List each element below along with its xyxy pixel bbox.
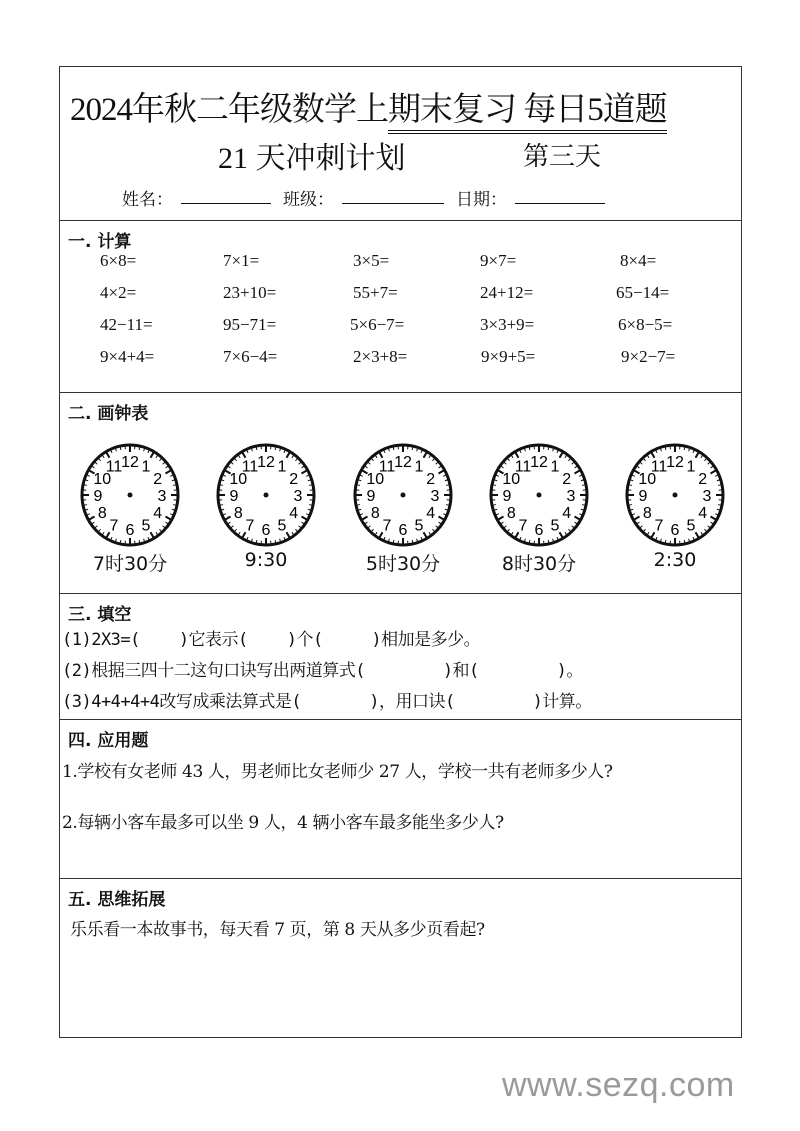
title-prefix: 2024年秋二年级数学上	[70, 92, 388, 128]
date-field[interactable]	[515, 185, 605, 204]
svg-text:8: 8	[642, 505, 652, 522]
calc-item: 9×7=	[480, 251, 517, 270]
calc-item: 7×1=	[223, 251, 260, 270]
clock-label: 2:30	[653, 549, 697, 571]
svg-text:7: 7	[654, 517, 664, 535]
svg-text:2: 2	[426, 471, 436, 488]
svg-text:10: 10	[638, 471, 657, 488]
svg-text:9: 9	[366, 488, 376, 505]
clock-label: 9:30	[244, 549, 288, 571]
section-application	[60, 719, 741, 878]
fill-item: (3)4+4+4+4改写成乘法算式是( )，用口诀( )计算。	[62, 692, 592, 712]
svg-text:3: 3	[293, 488, 303, 505]
clock-label: 5时30分	[365, 553, 441, 575]
svg-text:7: 7	[518, 517, 528, 535]
clock-item	[484, 443, 594, 576]
section-title: 三. 填空	[68, 605, 132, 625]
svg-text:10: 10	[229, 471, 248, 488]
svg-text:3: 3	[157, 488, 167, 505]
calc-item: 3×5=	[353, 251, 390, 270]
section-title: 二. 画钟表	[68, 404, 149, 424]
svg-text:4: 4	[153, 505, 163, 522]
svg-text:2: 2	[562, 471, 572, 488]
calc-item: 55+7=	[353, 283, 398, 302]
svg-text:1: 1	[141, 458, 151, 476]
clock-face-icon[interactable]	[623, 443, 727, 547]
plan-subtitle: 21 天冲刺计划	[218, 142, 406, 175]
svg-text:11: 11	[241, 458, 259, 476]
calc-item: 65−14=	[616, 283, 670, 302]
svg-text:3: 3	[430, 488, 440, 505]
svg-text:9: 9	[229, 488, 239, 505]
day-label: 第三天	[523, 142, 602, 171]
clock-item	[75, 443, 185, 576]
clock-face-icon[interactable]	[487, 443, 591, 547]
calc-item: 9×2−7=	[621, 347, 676, 366]
calc-item: 42−11=	[100, 315, 153, 334]
calc-item: 4×2=	[100, 283, 137, 302]
svg-text:5: 5	[141, 517, 151, 535]
svg-text:8: 8	[233, 505, 243, 522]
calc-row	[60, 347, 741, 377]
svg-text:12: 12	[394, 454, 412, 471]
calc-item: 5×6−7=	[350, 315, 405, 334]
svg-text:2: 2	[698, 471, 708, 488]
name-field[interactable]	[181, 185, 271, 204]
svg-text:10: 10	[366, 471, 385, 488]
svg-text:11: 11	[378, 458, 396, 476]
svg-text:8: 8	[97, 505, 107, 522]
svg-text:7: 7	[109, 517, 119, 535]
clock-item	[348, 443, 458, 576]
section-calc	[60, 220, 741, 392]
svg-text:12: 12	[121, 454, 139, 471]
calc-item: 2×3+8=	[353, 347, 408, 366]
calc-item: 24+12=	[480, 283, 534, 302]
worksheet-header	[60, 67, 741, 220]
worksheet	[59, 66, 742, 1038]
student-info-row	[122, 185, 617, 210]
svg-text:5: 5	[686, 517, 696, 535]
section-title: 五. 思维拓展	[68, 890, 166, 910]
svg-text:2: 2	[289, 471, 299, 488]
calc-item: 8×4=	[620, 251, 657, 270]
svg-text:1: 1	[414, 458, 424, 476]
svg-text:9: 9	[638, 488, 648, 505]
section-fill	[60, 593, 741, 719]
calc-item: 9×4+4=	[100, 347, 155, 366]
svg-text:4: 4	[562, 505, 572, 522]
calc-row	[60, 251, 741, 281]
svg-text:4: 4	[289, 505, 299, 522]
calc-row	[60, 315, 741, 345]
svg-text:9: 9	[502, 488, 512, 505]
calc-item: 95−71=	[223, 315, 277, 334]
thinking-question: 乐乐看一本故事书，每天看 7 页，第 8 天从多少页看起?	[70, 920, 485, 940]
svg-text:5: 5	[277, 517, 287, 535]
svg-text:11: 11	[514, 458, 532, 476]
section-clocks	[60, 392, 741, 593]
clock-face-icon[interactable]	[351, 443, 455, 547]
svg-text:7: 7	[245, 517, 255, 535]
svg-text:10: 10	[93, 471, 112, 488]
calc-row	[60, 283, 741, 313]
svg-text:5: 5	[414, 517, 424, 535]
svg-text:12: 12	[530, 454, 548, 471]
title-underlined: 期末复习 每日5道题	[388, 92, 667, 134]
calc-item: 6×8=	[100, 251, 137, 270]
svg-text:1: 1	[550, 458, 560, 476]
clock-face-icon[interactable]	[214, 443, 318, 547]
fill-item: (1)2X3=( )它表示( )个( )相加是多少。	[62, 630, 481, 650]
svg-text:4: 4	[426, 505, 436, 522]
clock-label: 8时30分	[501, 553, 577, 575]
svg-text:3: 3	[702, 488, 712, 505]
svg-text:6: 6	[534, 522, 544, 539]
clock-label: 7时30分	[92, 553, 168, 575]
watermark: www.sezq.com	[502, 1066, 735, 1104]
date-label: 日期：	[456, 190, 507, 210]
application-question: 2.每辆小客车最多可以坐 9 人，4 辆小客车最多能坐多少人?	[62, 813, 504, 833]
svg-text:12: 12	[257, 454, 275, 471]
calc-item: 23+10=	[223, 283, 277, 302]
svg-text:1: 1	[277, 458, 287, 476]
svg-text:1: 1	[686, 458, 696, 476]
clock-item	[211, 443, 321, 571]
svg-text:8: 8	[506, 505, 516, 522]
svg-text:6: 6	[398, 522, 408, 539]
svg-text:6: 6	[670, 522, 680, 539]
application-question: 1.学校有女老师 43 人，男老师比女老师少 27 人，学校一共有老师多少人?	[62, 762, 613, 782]
section-thinking	[60, 878, 741, 1039]
svg-text:8: 8	[370, 505, 380, 522]
calc-item: 9×9+5=	[481, 347, 536, 366]
section-title: 四. 应用题	[68, 731, 149, 751]
svg-text:9: 9	[93, 488, 103, 505]
fill-item: (2)根据三四十二这句口诀写出两道算式( )和( )。	[62, 661, 583, 681]
class-label: 班级：	[283, 190, 334, 210]
section-title: 一. 计算	[68, 232, 132, 252]
svg-text:10: 10	[502, 471, 521, 488]
calc-item: 3×3+9=	[480, 315, 535, 334]
class-field[interactable]	[342, 185, 444, 204]
calc-item: 6×8−5=	[618, 315, 673, 334]
svg-text:6: 6	[125, 522, 135, 539]
svg-text:7: 7	[382, 517, 392, 535]
svg-text:4: 4	[698, 505, 708, 522]
svg-text:11: 11	[650, 458, 668, 476]
clock-item	[620, 443, 730, 571]
worksheet-title	[70, 83, 667, 130]
svg-text:12: 12	[666, 454, 684, 471]
svg-text:2: 2	[153, 471, 163, 488]
svg-text:11: 11	[105, 458, 123, 476]
svg-text:6: 6	[261, 522, 271, 539]
calc-item: 7×6−4=	[223, 347, 278, 366]
name-label: 姓名：	[122, 190, 173, 210]
svg-text:5: 5	[550, 517, 560, 535]
svg-text:3: 3	[566, 488, 576, 505]
clock-face-icon[interactable]	[78, 443, 182, 547]
